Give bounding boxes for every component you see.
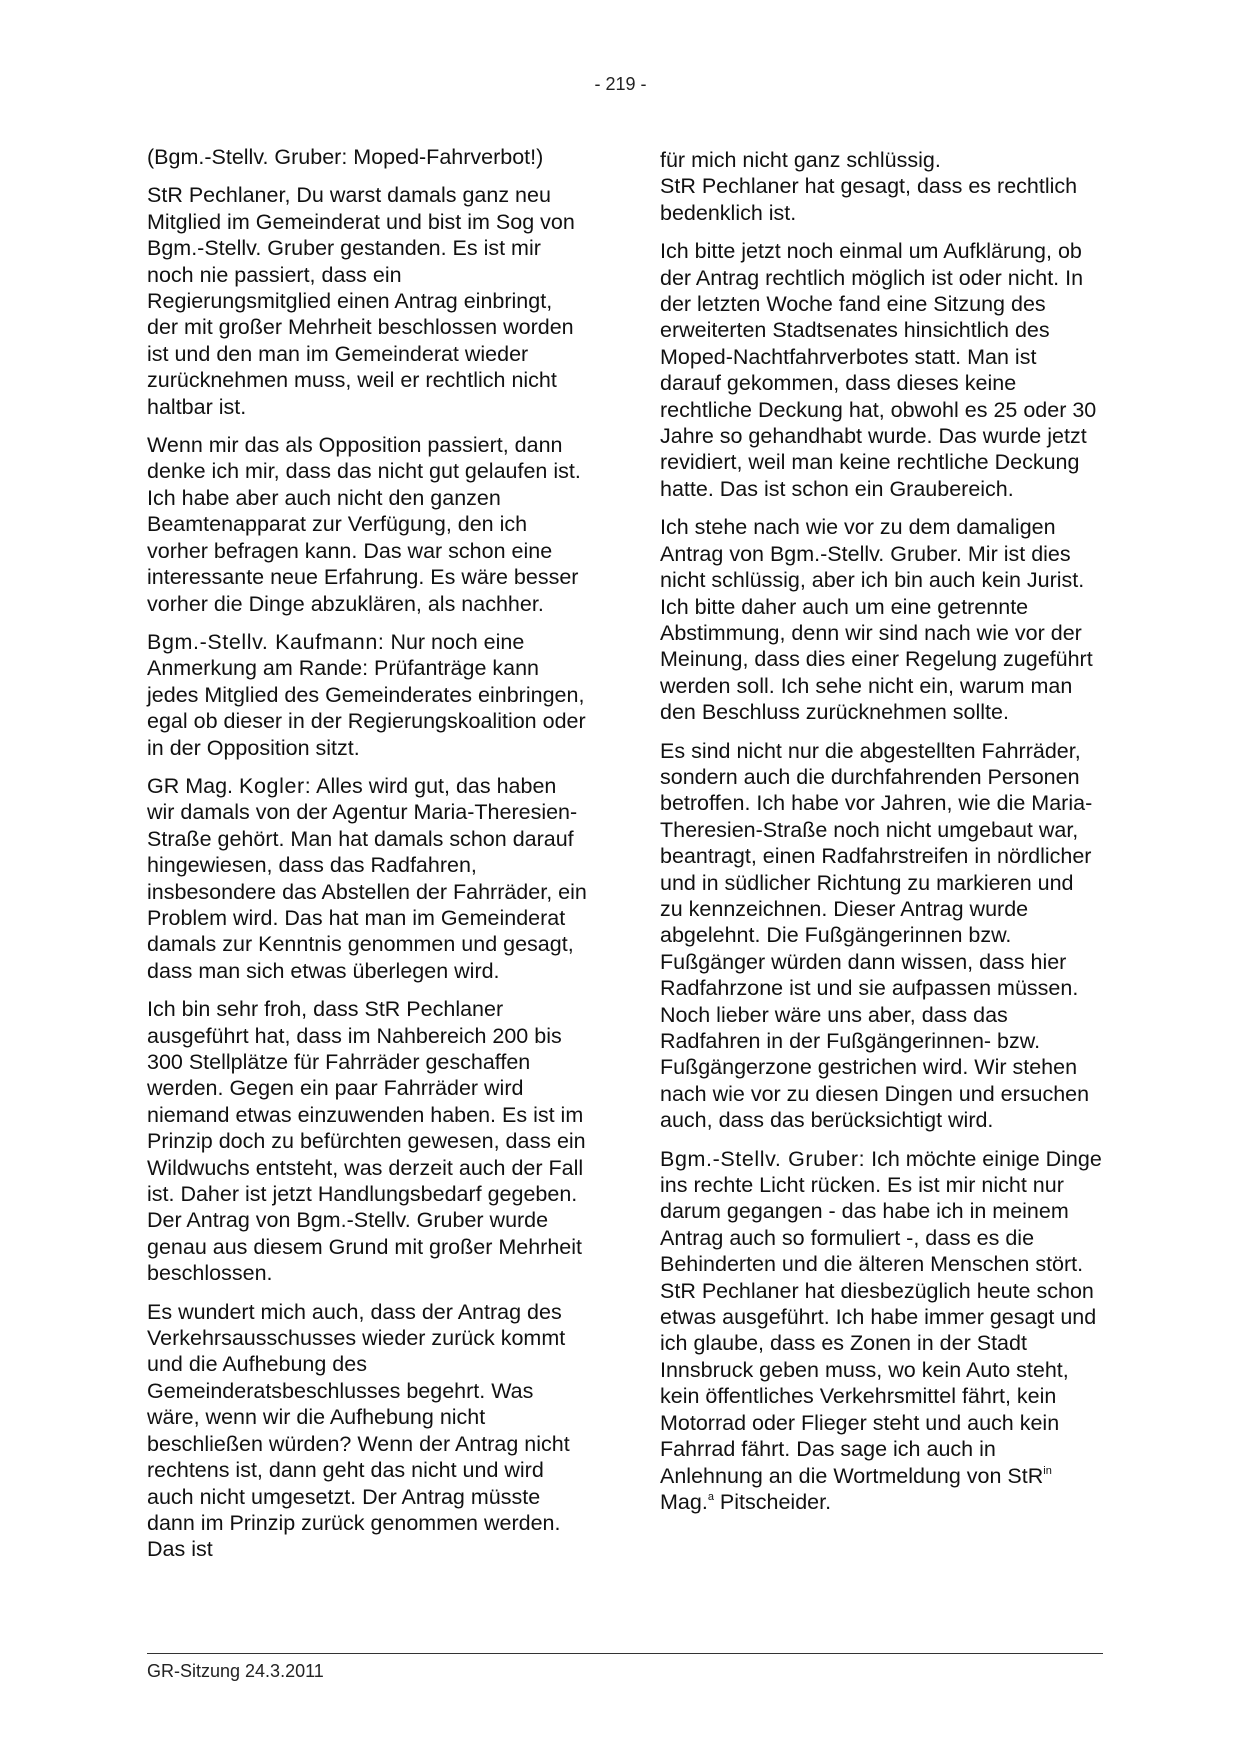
paragraph — [147, 629, 589, 761]
paragraph — [147, 773, 589, 984]
speech-text: Nur noch eine Anmerkung am Rande: Prüfanträge kann jedes Mitglied des Gemeinderates einbringen, egal ob dieser in der Regierungskoalition oder in der Opposition sitzt. — [147, 629, 586, 760]
speaker-name: Kogler: — [239, 773, 312, 798]
speech-text: Alles wird gut, das haben wir damals von der Agentur Maria-Theresien-Straße gehört. Man hat damals schon darauf hingewiesen, dass das Radfahren, insbesondere das Abstellen der Fahrräder, ein Problem wird. Das hat man im Gemeinderat damals zur Kenntnis genommen und gesagt, dass man sich etwas überlegen wird. — [147, 773, 587, 983]
paragraph: Es sind nicht nur die abgestellten Fahrräder, sondern auch die durchfahrenden Personen betroffen. Ich habe vor Jahren, wie die Maria-Theresien-Straße noch nicht umgebaut war, beantragt, einen Radfahrstreifen in nördlicher und in südlicher Richtung zu markieren und zu kennzeichnen. Dieser Antrag wurde abgelehnt. Die Fußgängerinnen bzw. Fußgänger würden dann wissen, dass hier Radfahrzone ist und sie aufpassen müssen. Noch lieber wäre uns aber, dass das Radfahren in der Fußgängerinnen- bzw. Fußgängerzone gestrichen wird. Wir stehen nach wie vor zu diesen Dingen und ersuchen auch, dass das berücksichtigt wird. — [660, 738, 1093, 1133]
speech-text: für mich nicht ganz schlüssig. — [660, 148, 941, 172]
left-column — [147, 144, 589, 1575]
speaker-prefix: GR Mag. — [147, 773, 234, 798]
speech-text: Pitscheider. — [719, 1489, 832, 1514]
speaker-name: Bgm.-Stellv. Kaufmann: — [147, 629, 385, 654]
paragraph: (Bgm.-Stellv. Gruber: Moped-Fahrverbot!) — [147, 145, 544, 169]
paragraph: Ich stehe nach wie vor zu dem damaligen Antrag von Bgm.-Stellv. Gruber. Mir ist dies nicht schlüssig, aber ich bin auch kein Jurist. Ich bitte daher auch um eine getrennte Abstimmung, denn wir sind nach wie vor der Meinung, dass dies einer Regelung zugeführt werden soll. Ich sehe nicht ein, warum man den Beschluss zurücknehmen sollte. — [660, 515, 1093, 725]
paragraph: StR Pechlaner, Du warst damals ganz neu Mitglied im Gemeinderat und bist im Sog von Bgm.-Stellv. Gruber gestanden. Es ist mir noch nie passiert, dass ein Regierungsmitglied einen Antrag einbringt, der mit großer Mehrheit beschlossen worden ist und den man im Gemeinderat wieder zurücknehmen muss, weil er rechtlich nicht haltbar ist. — [147, 183, 575, 419]
speaker-name: Bgm.-Stellv. Gruber: — [660, 1146, 866, 1171]
footer-text: GR-Sitzung 24.3.2011 — [147, 1661, 324, 1681]
speech-text: Mag. — [660, 1489, 708, 1514]
speech-text: StR Pechlaner hat gesagt, dass es rechtlich bedenklich ist. — [660, 174, 1078, 225]
paragraph: Ich bitte jetzt noch einmal um Aufklärung, ob der Antrag rechtlich möglich ist oder nicht. In der letzten Woche fand eine Sitzung des erweiterten Stadtsenates hinsichtlich des Moped-Nachtfahrverbotes statt. Man ist darauf gekommen, dass dieses keine rechtliche Deckung hat, obwohl es 25 oder 30 Jahre so gehandhabt wurde. Das wurde jetzt revidiert, weil man keine rechtliche Deckung hatte. Das ist schon ein Graubereich. — [660, 239, 1097, 501]
footer-divider — [147, 1653, 1103, 1654]
speech-text: Ich möchte einige Dinge ins rechte Licht rücken. Es ist mir nicht nur darum gegangen - das habe ich in meinem Antrag auch so formuliert -, dass es die Behinderten und die älteren Menschen stört. StR Pechlaner hat diesbezüglich heute schon etwas ausgeführt. Ich habe immer gesagt und ich glaube, dass es Zonen in der Stadt Innsbruck geben muss, wo kein Auto steht, kein öffentliches Verkehrsmittel fährt, kein Motorrad oder Flieger steht und auch kein Fahrrad fährt. Das sage ich auch in Anlehnung an die Wortmeldung von StR — [660, 1146, 1102, 1488]
paragraph — [660, 147, 1102, 226]
superscript: a — [707, 1490, 714, 1503]
paragraph: Wenn mir das als Opposition passiert, dann denke ich mir, dass das nicht gut gelaufen ist. Ich habe aber auch nicht den ganzen Beamtenapparat zur Verfügung, den ich vorher befragen kann. Das war schon eine interessante neue Erfahrung. Es wäre besser vorher die Dinge abzuklären, als nachher. — [147, 433, 581, 616]
paragraph: Ich bin sehr froh, dass StR Pechlaner ausgeführt hat, dass im Nahbereich 200 bis 300 Stellplätze für Fahrräder geschaffen werden. Gegen ein paar Fahrräder wird niemand etwas einzuwenden haben. Es ist im Prinzip doch zu befürchten gewesen, dass ein Wildwuchs entsteht, was derzeit auch der Fall ist. Daher ist jetzt Handlungsbedarf gegeben. Der Antrag von Bgm.-Stellv. Gruber wurde genau aus diesem Grund mit großer Mehrheit beschlossen. — [147, 997, 586, 1286]
right-column — [660, 147, 1102, 1527]
superscript: in — [1043, 1464, 1052, 1477]
paragraph — [660, 1146, 1102, 1516]
paragraph: Es wundert mich auch, dass der Antrag des Verkehrsausschusses wieder zurück kommt und die Aufhebung des Gemeinderatsbeschlusses begehrt. Was wäre, wenn wir die Aufhebung nicht beschließen würden? Wenn der Antrag nicht rechtens ist, dann geht das nicht und wird auch nicht umgesetzt. Der Antrag müsste dann im Prinzip zurück genommen werden. Das ist — [147, 1299, 570, 1562]
page-number: - 219 - — [594, 74, 647, 94]
